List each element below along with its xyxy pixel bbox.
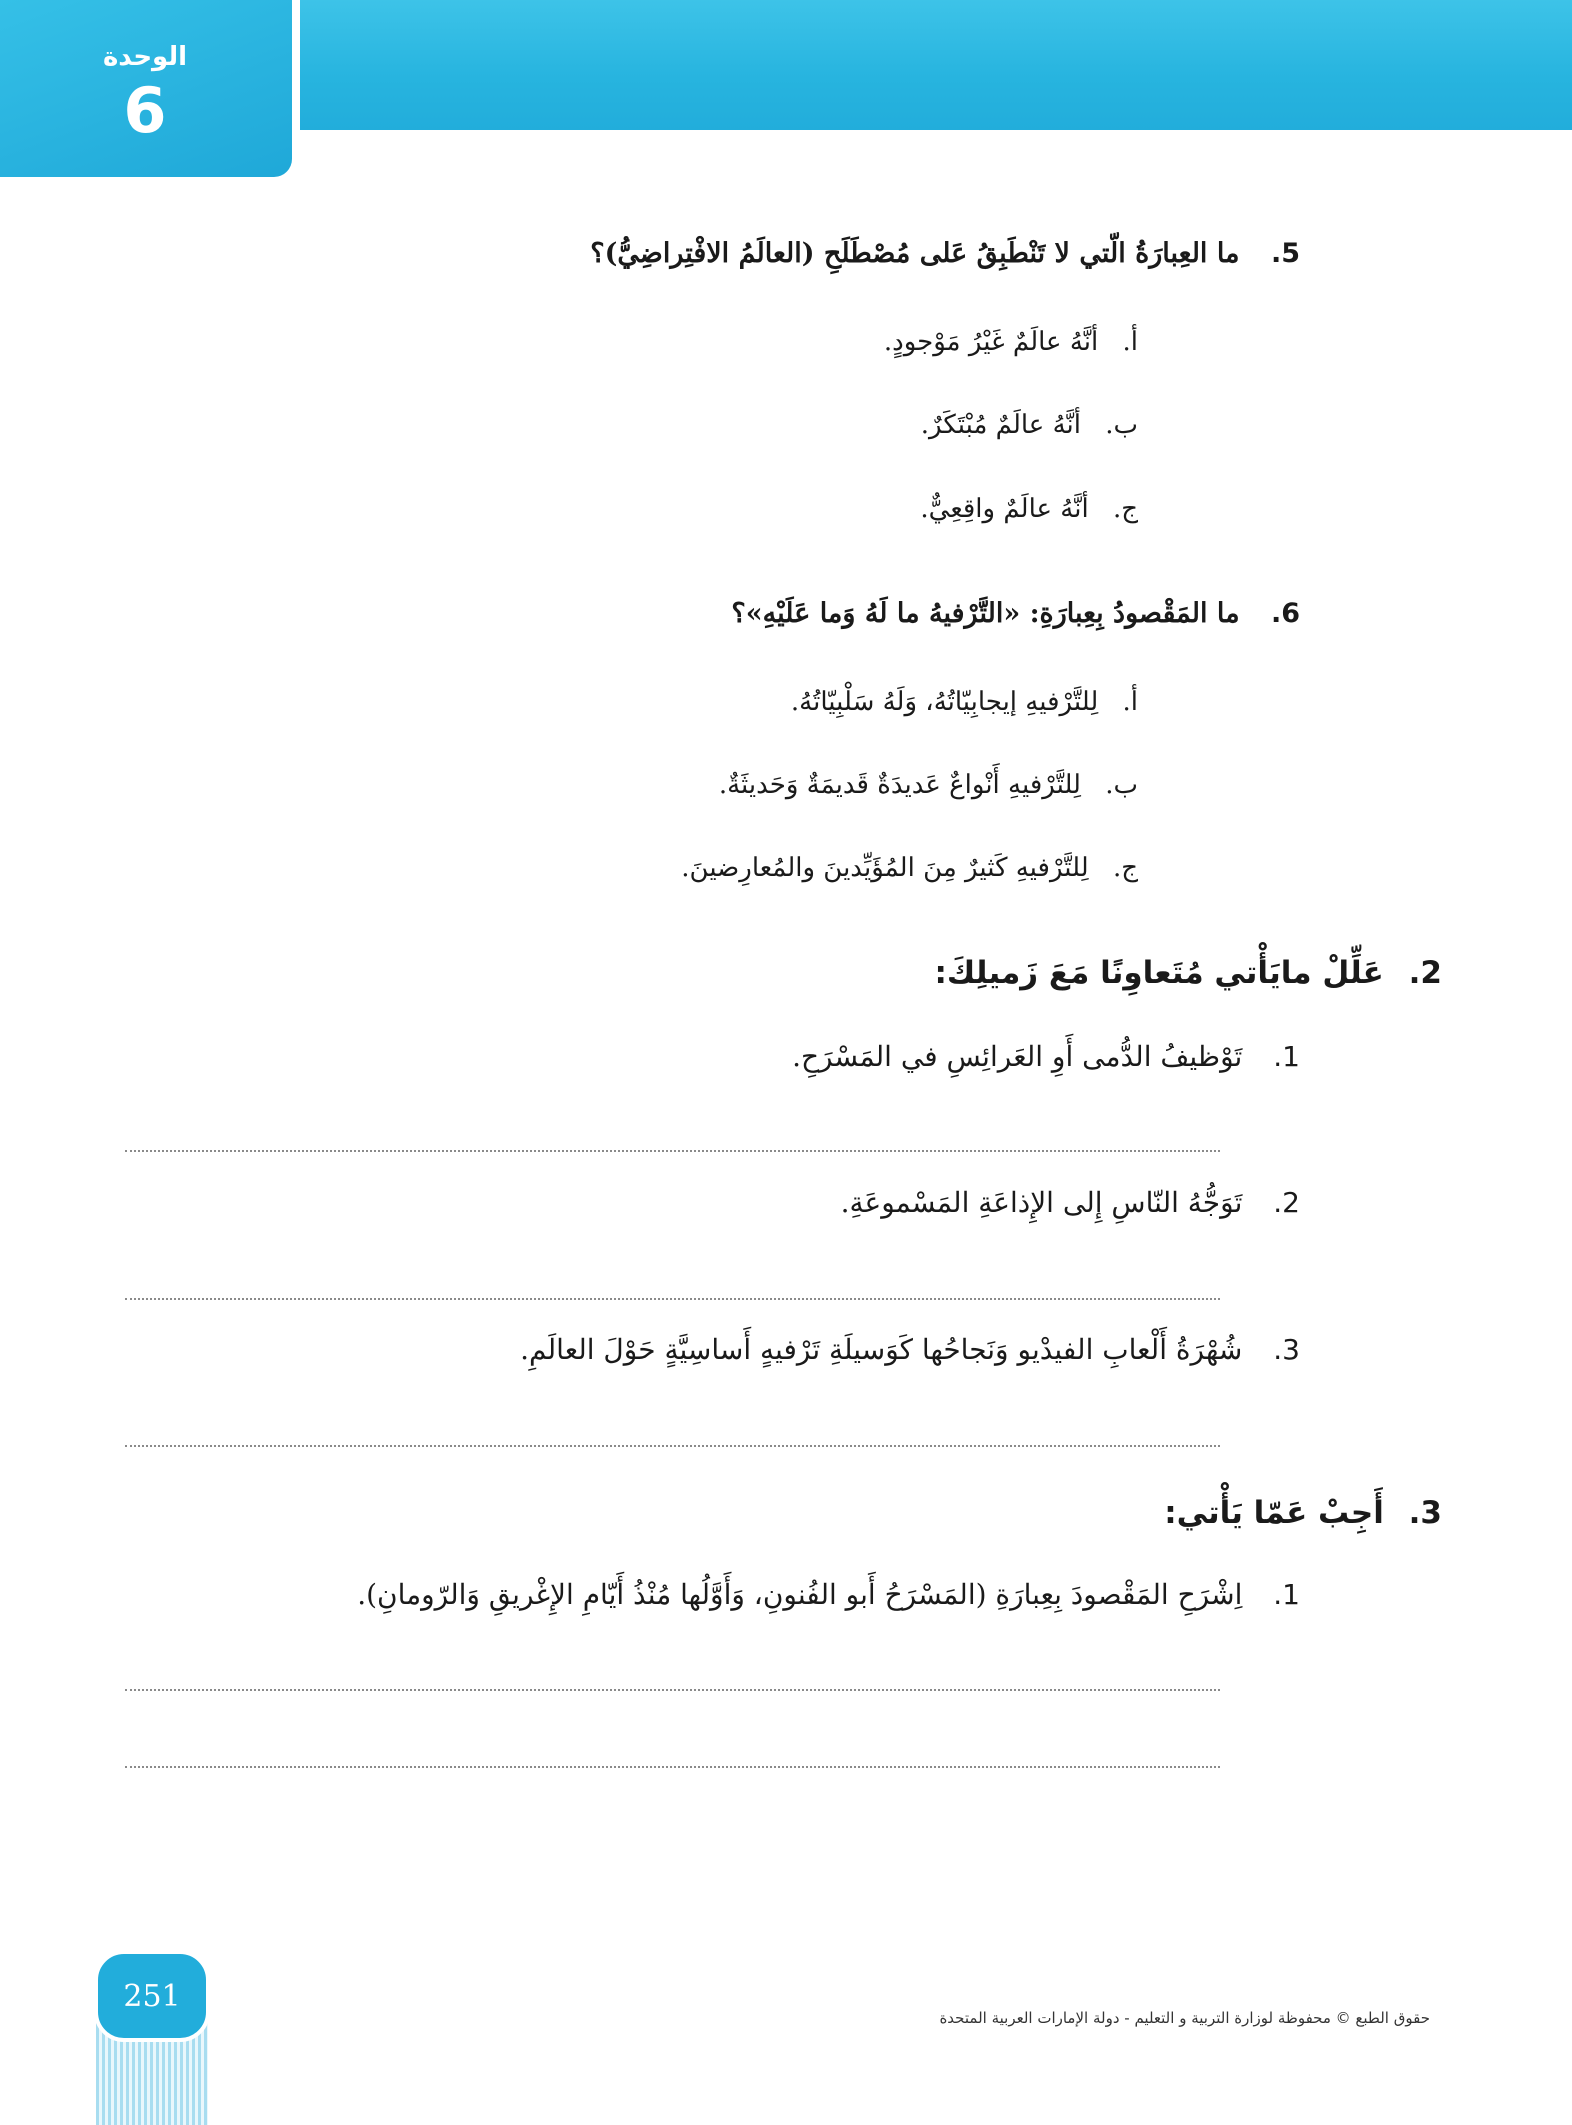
section-3-heading [1164, 1495, 1442, 1531]
item-text: تَوَجُّهُ النّاسِ إِلى الإِذاعَةِ المَسْموعَةِ. [840, 1186, 1243, 1219]
section-2-heading [935, 955, 1442, 991]
option-text: لِلتَّرْفيهِ أَنْواعٌ عَديدَةٌ قَديمَةٌ وَحَديثَةٌ. [718, 770, 1081, 800]
section-number: 2. [1408, 955, 1442, 991]
item-text: تَوْظيفُ الدُّمى أَوِ العَرائِسِ في المَسْرَحِ. [792, 1040, 1243, 1073]
item-number: 1. [1273, 1578, 1300, 1611]
section-2-item-2 [841, 1186, 1300, 1219]
question-6 [731, 598, 1300, 629]
option-text: أنَّهُ عالَمٌ غَيْرُ مَوْجودٍ. [883, 327, 1099, 357]
unit-number: 6 [123, 74, 167, 147]
option-text: لِلتَّرْفيهِ إيجابِيّاتُهُ، وَلَهُ سَلْبِيّاتُهُ. [790, 687, 1099, 717]
section-number: 3. [1408, 1495, 1442, 1531]
question-5-option-b [921, 410, 1138, 440]
section-2-item-1 [792, 1040, 1300, 1073]
question-5 [590, 238, 1300, 269]
option-text: لِلتَّرْفيهِ كَثيرٌ مِنَ المُؤَيِّدينَ والمُعارِضينَ. [681, 853, 1089, 883]
unit-tab [0, 0, 300, 185]
question-6-option-c [681, 853, 1138, 883]
question-5-option-c [920, 494, 1138, 524]
item-number: 1. [1273, 1040, 1300, 1073]
option-letter: ج. [1112, 853, 1138, 883]
question-text: ما المَقْصودُ بِعِبارَةِ: «التَّرْفيهُ ما لَهُ وَما عَلَيْهِ»؟ [731, 598, 1240, 629]
question-5-option-a [884, 327, 1138, 357]
unit-label: الوحدة [102, 42, 188, 72]
question-text: ما العِبارَةُ الّتي لا تَنْطَبِقُ عَلى مُصْطَلَحِ (العالَمُ الافْتِراضِيُّ)؟ [590, 238, 1240, 269]
section-title: أَجِبْ عَمّا يَأْتي: [1164, 1495, 1384, 1531]
question-number: 6. [1270, 598, 1300, 629]
option-letter: أ. [1122, 687, 1138, 717]
answer-line[interactable] [125, 1298, 1220, 1300]
item-text: شُهْرَةُ أَلْعابِ الفيدْيو وَنَجاحُها كَوَسيلَةِ تَرْفيهٍ أَساسِيَّةٍ حَوْلَ العالَمِ. [520, 1333, 1243, 1366]
option-text: أنَّهُ عالَمٌ واقِعِيٌّ. [920, 494, 1089, 524]
option-letter: ب. [1105, 410, 1138, 440]
item-text: اِشْرَحِ المَقْصودَ بِعِبارَةِ (المَسْرَحُ أَبو الفُنونِ، وَأَوَّلُها مُنْذُ أَيّامِ الإِغْريقِ وَالرّومانِ). [357, 1578, 1243, 1611]
item-number: 3. [1273, 1333, 1300, 1366]
question-number: 5. [1270, 238, 1300, 269]
option-letter: أ. [1122, 327, 1138, 357]
page-number: 251 [94, 1950, 210, 2042]
answer-line[interactable] [125, 1445, 1220, 1447]
option-letter: ج. [1112, 494, 1138, 524]
section-title: عَلِّلْ مايَأْتي مُتَعاوِنًا مَعَ زَميلِكَ: [934, 955, 1384, 991]
copyright-text: حقوق الطبع © محفوظة لوزارة التربية و التعليم - دولة الإمارات العربية المتحدة [939, 2009, 1430, 2027]
section-3-item-1 [357, 1578, 1300, 1611]
item-number: 2. [1273, 1186, 1300, 1219]
section-2-item-3 [520, 1333, 1300, 1366]
question-6-option-a [791, 687, 1138, 717]
page-number-badge [92, 1950, 212, 2125]
answer-line[interactable] [125, 1689, 1220, 1691]
option-text: أنَّهُ عالَمٌ مُبْتَكَرٌ. [920, 410, 1081, 440]
answer-line[interactable] [125, 1150, 1220, 1152]
question-6-option-b [719, 770, 1138, 800]
option-letter: ب. [1105, 770, 1138, 800]
answer-line[interactable] [125, 1766, 1220, 1768]
